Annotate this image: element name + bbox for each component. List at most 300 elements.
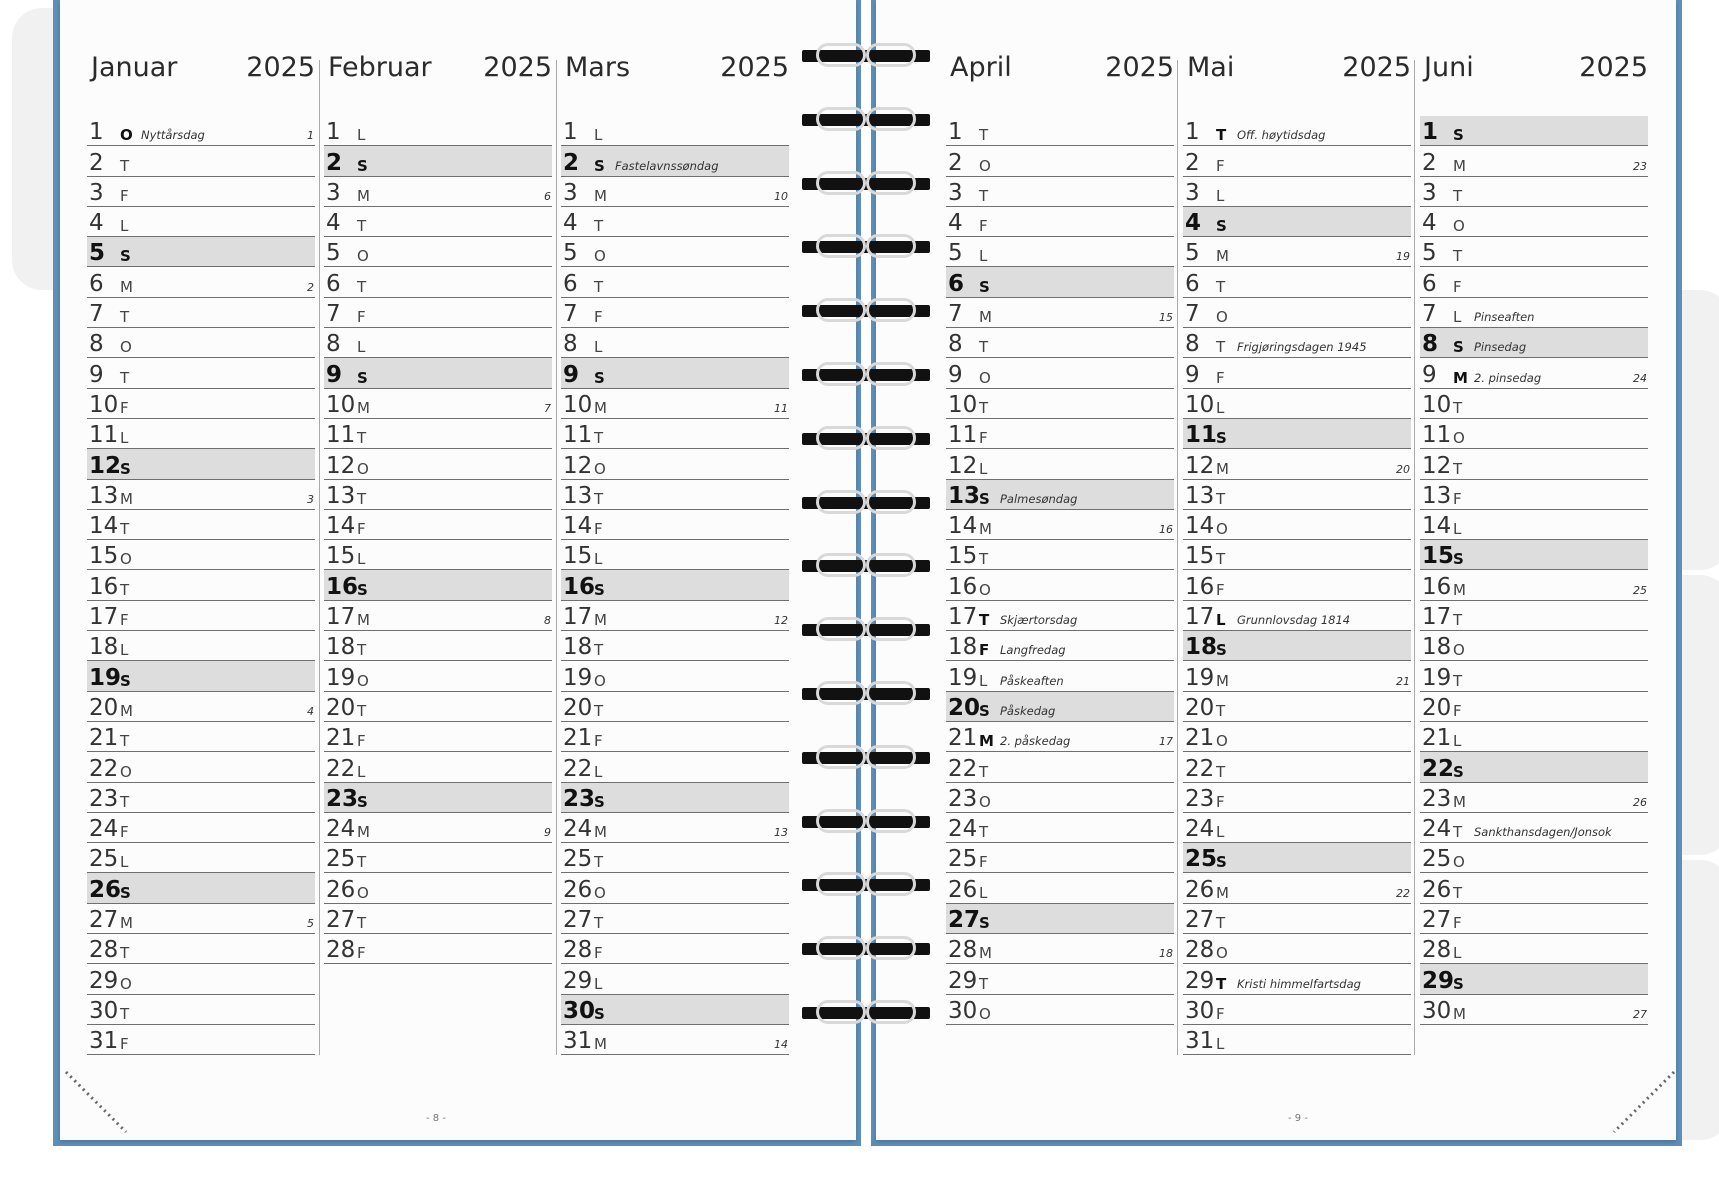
day-row[interactable] bbox=[1183, 601, 1411, 631]
day-number: 2 bbox=[948, 149, 963, 176]
day-number: 19 bbox=[563, 664, 593, 691]
day-number: 3 bbox=[563, 179, 578, 206]
day-row[interactable] bbox=[324, 601, 552, 631]
weekday-letter: T bbox=[1216, 762, 1226, 781]
day-number: 21 bbox=[563, 725, 593, 752]
weekday-letter: O bbox=[979, 368, 991, 387]
day-number: 2 bbox=[89, 149, 104, 176]
weekday-letter: L bbox=[120, 853, 129, 872]
day-row[interactable] bbox=[1420, 813, 1648, 843]
day-row[interactable] bbox=[87, 570, 315, 600]
binding-ring bbox=[802, 490, 930, 516]
day-row[interactable] bbox=[1420, 661, 1648, 691]
weekday-letter: T bbox=[357, 217, 367, 236]
day-row[interactable] bbox=[1183, 510, 1411, 540]
day-row[interactable] bbox=[324, 328, 552, 358]
day-row[interactable] bbox=[87, 116, 315, 146]
day-row[interactable] bbox=[1183, 237, 1411, 267]
day-row[interactable] bbox=[1420, 601, 1648, 631]
day-number: 14 bbox=[1185, 513, 1215, 540]
day-row[interactable] bbox=[946, 843, 1174, 873]
day-row[interactable] bbox=[946, 298, 1174, 328]
weekday-letter: O bbox=[357, 247, 369, 266]
day-row[interactable] bbox=[1420, 146, 1648, 176]
day-row[interactable] bbox=[1183, 177, 1411, 207]
weekday-letter: M bbox=[357, 398, 370, 417]
day-row[interactable] bbox=[87, 146, 315, 176]
day-row[interactable] bbox=[1183, 692, 1411, 722]
weekday-letter: F bbox=[594, 520, 603, 539]
day-number: 25 bbox=[89, 846, 119, 873]
binding-ring bbox=[802, 171, 930, 197]
day-row[interactable] bbox=[1183, 358, 1411, 388]
day-row[interactable] bbox=[324, 267, 552, 297]
day-row[interactable] bbox=[1420, 177, 1648, 207]
weekday-letter: F bbox=[594, 308, 603, 327]
weekday-letter: M bbox=[979, 520, 992, 539]
weekday-letter: T bbox=[120, 944, 130, 963]
day-row[interactable] bbox=[87, 843, 315, 873]
day-list bbox=[1183, 116, 1411, 1055]
day-row[interactable] bbox=[946, 146, 1174, 176]
day-row[interactable] bbox=[324, 783, 552, 813]
day-row[interactable] bbox=[1420, 389, 1648, 419]
weekday-letter: M bbox=[120, 914, 133, 933]
day-row[interactable] bbox=[561, 722, 789, 752]
week-number: 9 bbox=[544, 826, 551, 840]
day-row[interactable] bbox=[87, 510, 315, 540]
day-row[interactable] bbox=[561, 116, 789, 146]
day-row[interactable] bbox=[324, 813, 552, 843]
day-row[interactable] bbox=[946, 752, 1174, 782]
day-row[interactable] bbox=[324, 419, 552, 449]
day-number: 27 bbox=[1422, 907, 1452, 934]
day-row[interactable] bbox=[87, 813, 315, 843]
day-row[interactable] bbox=[1183, 449, 1411, 479]
day-number: 9 bbox=[563, 361, 580, 388]
day-row[interactable] bbox=[87, 934, 315, 964]
day-row[interactable] bbox=[1420, 298, 1648, 328]
day-row[interactable] bbox=[1420, 237, 1648, 267]
day-row[interactable] bbox=[561, 267, 789, 297]
day-row[interactable] bbox=[561, 843, 789, 873]
day-row[interactable] bbox=[1183, 904, 1411, 934]
day-row[interactable] bbox=[324, 177, 552, 207]
weekday-letter: T bbox=[979, 338, 989, 357]
day-number: 22 bbox=[563, 755, 593, 782]
day-row[interactable] bbox=[946, 692, 1174, 722]
day-row[interactable] bbox=[87, 964, 315, 994]
week-number: 23 bbox=[1633, 159, 1647, 173]
day-row[interactable] bbox=[1183, 661, 1411, 691]
day-row[interactable] bbox=[87, 752, 315, 782]
day-number: 16 bbox=[948, 573, 978, 600]
day-row[interactable] bbox=[561, 449, 789, 479]
day-number: 18 bbox=[1422, 634, 1452, 661]
day-row[interactable] bbox=[1420, 510, 1648, 540]
day-row[interactable] bbox=[561, 995, 789, 1025]
day-row[interactable] bbox=[946, 358, 1174, 388]
day-row[interactable] bbox=[87, 207, 315, 237]
day-number: 14 bbox=[948, 513, 978, 540]
day-row[interactable] bbox=[87, 661, 315, 691]
day-row[interactable] bbox=[946, 631, 1174, 661]
day-row[interactable] bbox=[561, 934, 789, 964]
day-row[interactable] bbox=[1420, 783, 1648, 813]
day-row[interactable] bbox=[324, 692, 552, 722]
day-row[interactable] bbox=[1183, 146, 1411, 176]
day-row[interactable] bbox=[946, 964, 1174, 994]
day-row[interactable] bbox=[561, 207, 789, 237]
day-row[interactable] bbox=[946, 449, 1174, 479]
weekday-letter: O bbox=[594, 671, 606, 690]
month-name: Mai bbox=[1187, 52, 1235, 83]
weekday-letter: S bbox=[357, 792, 368, 811]
binding-ring bbox=[802, 872, 930, 898]
day-list bbox=[1420, 116, 1648, 1025]
week-number: 1 bbox=[307, 129, 314, 143]
day-row[interactable] bbox=[1420, 480, 1648, 510]
day-row[interactable] bbox=[324, 449, 552, 479]
day-row[interactable] bbox=[946, 873, 1174, 903]
day-number: 27 bbox=[948, 907, 981, 934]
day-list bbox=[561, 116, 789, 1055]
weekday-letter: T bbox=[120, 580, 130, 599]
weekday-letter: F bbox=[357, 732, 366, 751]
day-row[interactable] bbox=[324, 570, 552, 600]
day-row[interactable] bbox=[1420, 843, 1648, 873]
binding-ring bbox=[802, 936, 930, 962]
day-row[interactable] bbox=[1183, 934, 1411, 964]
day-row[interactable] bbox=[87, 480, 315, 510]
weekday-letter: L bbox=[1216, 398, 1225, 417]
day-row[interactable] bbox=[946, 995, 1174, 1025]
day-row[interactable] bbox=[946, 783, 1174, 813]
day-number: 20 bbox=[1185, 694, 1215, 721]
month-column bbox=[324, 0, 552, 1060]
weekday-letter: S bbox=[1216, 217, 1227, 236]
day-row[interactable] bbox=[946, 601, 1174, 631]
day-number: 26 bbox=[326, 876, 356, 903]
day-row[interactable] bbox=[87, 267, 315, 297]
holiday-label: Off. høytidsdag bbox=[1237, 128, 1326, 143]
day-row[interactable] bbox=[1420, 752, 1648, 782]
day-row[interactable] bbox=[1420, 358, 1648, 388]
day-row[interactable] bbox=[324, 752, 552, 782]
day-row[interactable] bbox=[1420, 116, 1648, 146]
day-row[interactable] bbox=[1183, 207, 1411, 237]
month-header bbox=[946, 52, 1174, 92]
day-row[interactable] bbox=[87, 692, 315, 722]
day-number: 14 bbox=[89, 513, 119, 540]
day-row[interactable] bbox=[561, 601, 789, 631]
day-row[interactable] bbox=[87, 358, 315, 388]
day-number: 20 bbox=[948, 694, 981, 721]
day-row[interactable] bbox=[946, 661, 1174, 691]
day-number: 8 bbox=[563, 331, 578, 358]
day-row[interactable] bbox=[324, 298, 552, 328]
day-row[interactable] bbox=[946, 570, 1174, 600]
day-row[interactable] bbox=[87, 631, 315, 661]
day-row[interactable] bbox=[946, 116, 1174, 146]
weekday-letter: M bbox=[357, 186, 370, 205]
day-row[interactable] bbox=[1183, 964, 1411, 994]
weekday-letter: S bbox=[1453, 126, 1464, 145]
day-row[interactable] bbox=[946, 389, 1174, 419]
day-row[interactable] bbox=[324, 843, 552, 873]
day-number: 21 bbox=[1422, 725, 1452, 752]
day-number: 10 bbox=[1422, 391, 1452, 418]
day-row[interactable] bbox=[1183, 267, 1411, 297]
weekday-letter: S bbox=[979, 489, 990, 508]
day-row[interactable] bbox=[561, 752, 789, 782]
day-row[interactable] bbox=[1420, 722, 1648, 752]
weekday-letter: T bbox=[1453, 247, 1463, 266]
day-row[interactable] bbox=[87, 601, 315, 631]
day-row[interactable] bbox=[1183, 298, 1411, 328]
week-number: 22 bbox=[1396, 886, 1410, 900]
weekday-letter: T bbox=[979, 186, 989, 205]
day-number: 24 bbox=[89, 816, 119, 843]
day-number: 6 bbox=[89, 270, 104, 297]
day-number: 28 bbox=[1185, 937, 1215, 964]
day-row[interactable] bbox=[324, 207, 552, 237]
day-row[interactable] bbox=[561, 328, 789, 358]
day-row[interactable] bbox=[324, 389, 552, 419]
day-row[interactable] bbox=[1183, 631, 1411, 661]
day-row[interactable] bbox=[561, 1025, 789, 1055]
day-number: 9 bbox=[326, 361, 343, 388]
day-number: 5 bbox=[563, 240, 578, 267]
day-number: 16 bbox=[563, 573, 596, 600]
weekday-letter: T bbox=[120, 368, 130, 387]
day-row[interactable] bbox=[946, 722, 1174, 752]
day-row[interactable] bbox=[1183, 328, 1411, 358]
day-row[interactable] bbox=[1183, 419, 1411, 449]
day-row[interactable] bbox=[1183, 873, 1411, 903]
weekday-letter: O bbox=[1216, 732, 1228, 751]
day-row[interactable] bbox=[324, 116, 552, 146]
day-row[interactable] bbox=[87, 904, 315, 934]
day-row[interactable] bbox=[946, 904, 1174, 934]
day-row[interactable] bbox=[1420, 267, 1648, 297]
day-row[interactable] bbox=[1420, 995, 1648, 1025]
day-row[interactable] bbox=[1420, 934, 1648, 964]
day-row[interactable] bbox=[87, 995, 315, 1025]
day-row[interactable] bbox=[946, 510, 1174, 540]
day-number: 22 bbox=[948, 755, 978, 782]
day-number: 19 bbox=[326, 664, 356, 691]
day-row[interactable] bbox=[1420, 631, 1648, 661]
day-number: 1 bbox=[326, 119, 341, 146]
day-row[interactable] bbox=[946, 540, 1174, 570]
weekday-letter: T bbox=[979, 974, 989, 993]
day-number: 18 bbox=[1185, 634, 1218, 661]
holiday-label: Langfredag bbox=[1000, 643, 1066, 658]
day-row[interactable] bbox=[1420, 540, 1648, 570]
day-row[interactable] bbox=[561, 298, 789, 328]
weekday-letter: T bbox=[120, 308, 130, 327]
day-row[interactable] bbox=[946, 237, 1174, 267]
day-row[interactable] bbox=[561, 237, 789, 267]
day-row[interactable] bbox=[1183, 722, 1411, 752]
weekday-letter: T bbox=[357, 914, 367, 933]
day-number: 1 bbox=[948, 119, 963, 146]
day-row[interactable] bbox=[87, 449, 315, 479]
weekday-letter: O bbox=[357, 459, 369, 478]
day-row[interactable] bbox=[946, 813, 1174, 843]
day-row[interactable] bbox=[561, 783, 789, 813]
week-number: 18 bbox=[1159, 947, 1173, 961]
binding-ring bbox=[802, 107, 930, 133]
day-number: 15 bbox=[1422, 543, 1455, 570]
day-row[interactable] bbox=[1183, 843, 1411, 873]
day-row[interactable] bbox=[1183, 540, 1411, 570]
day-row[interactable] bbox=[561, 177, 789, 207]
day-number: 1 bbox=[1185, 119, 1200, 146]
day-row[interactable] bbox=[561, 661, 789, 691]
day-number: 5 bbox=[1185, 240, 1200, 267]
day-row[interactable] bbox=[561, 419, 789, 449]
day-row[interactable] bbox=[561, 873, 789, 903]
day-row[interactable] bbox=[87, 722, 315, 752]
day-row[interactable] bbox=[1420, 449, 1648, 479]
day-row[interactable] bbox=[1420, 419, 1648, 449]
day-number: 28 bbox=[1422, 937, 1452, 964]
weekday-letter: S bbox=[1453, 338, 1464, 357]
month-name: April bbox=[950, 52, 1012, 83]
day-row[interactable] bbox=[946, 934, 1174, 964]
day-row[interactable] bbox=[946, 177, 1174, 207]
day-number: 9 bbox=[948, 361, 963, 388]
day-row[interactable] bbox=[1183, 783, 1411, 813]
day-number: 8 bbox=[1185, 331, 1200, 358]
day-number: 11 bbox=[948, 422, 978, 449]
day-row[interactable] bbox=[324, 722, 552, 752]
weekday-letter: T bbox=[1453, 883, 1463, 902]
day-row[interactable] bbox=[561, 389, 789, 419]
weekday-letter: O bbox=[594, 247, 606, 266]
week-number: 14 bbox=[774, 1038, 788, 1052]
day-row[interactable] bbox=[324, 146, 552, 176]
day-row[interactable] bbox=[87, 177, 315, 207]
day-number: 1 bbox=[563, 119, 578, 146]
day-row[interactable] bbox=[324, 661, 552, 691]
day-row[interactable] bbox=[561, 904, 789, 934]
day-row[interactable] bbox=[1183, 570, 1411, 600]
day-number: 7 bbox=[89, 301, 104, 328]
week-number: 13 bbox=[774, 826, 788, 840]
day-row[interactable] bbox=[561, 540, 789, 570]
day-row[interactable] bbox=[324, 631, 552, 661]
binding-ring bbox=[802, 1000, 930, 1026]
day-row[interactable] bbox=[946, 328, 1174, 358]
day-number: 24 bbox=[1185, 816, 1215, 843]
day-row[interactable] bbox=[561, 631, 789, 661]
day-row[interactable] bbox=[946, 419, 1174, 449]
day-row[interactable] bbox=[1420, 964, 1648, 994]
day-row[interactable] bbox=[1420, 904, 1648, 934]
day-number: 3 bbox=[89, 179, 104, 206]
day-row[interactable] bbox=[1420, 328, 1648, 358]
day-row[interactable] bbox=[87, 298, 315, 328]
day-row[interactable] bbox=[1183, 116, 1411, 146]
day-row[interactable] bbox=[561, 692, 789, 722]
day-row[interactable] bbox=[1420, 873, 1648, 903]
month-header bbox=[1420, 52, 1648, 92]
day-row[interactable] bbox=[324, 934, 552, 964]
day-row[interactable] bbox=[324, 358, 552, 388]
weekday-letter: O bbox=[979, 792, 991, 811]
day-row[interactable] bbox=[946, 207, 1174, 237]
day-row[interactable] bbox=[87, 540, 315, 570]
day-row[interactable] bbox=[561, 146, 789, 176]
day-row[interactable] bbox=[561, 510, 789, 540]
day-row[interactable] bbox=[1420, 570, 1648, 600]
day-row[interactable] bbox=[946, 480, 1174, 510]
day-row[interactable] bbox=[561, 813, 789, 843]
day-row[interactable] bbox=[87, 873, 315, 903]
month-column bbox=[87, 0, 315, 1060]
day-row[interactable] bbox=[1183, 480, 1411, 510]
weekday-letter: L bbox=[357, 126, 366, 145]
day-number: 22 bbox=[89, 755, 119, 782]
day-row[interactable] bbox=[1183, 389, 1411, 419]
week-number: 3 bbox=[307, 492, 314, 506]
day-row[interactable] bbox=[87, 389, 315, 419]
day-row[interactable] bbox=[87, 783, 315, 813]
day-row[interactable] bbox=[87, 1025, 315, 1055]
day-row[interactable] bbox=[561, 570, 789, 600]
day-number: 2 bbox=[326, 149, 343, 176]
day-row[interactable] bbox=[1420, 692, 1648, 722]
weekday-letter: L bbox=[594, 338, 603, 357]
day-row[interactable] bbox=[1183, 752, 1411, 782]
day-row[interactable] bbox=[324, 873, 552, 903]
day-row[interactable] bbox=[946, 267, 1174, 297]
day-number: 26 bbox=[1185, 876, 1215, 903]
day-number: 3 bbox=[1422, 179, 1437, 206]
day-row[interactable] bbox=[324, 904, 552, 934]
day-row[interactable] bbox=[324, 510, 552, 540]
day-row[interactable] bbox=[87, 237, 315, 267]
day-row[interactable] bbox=[1420, 207, 1648, 237]
day-list bbox=[946, 116, 1174, 1025]
day-row[interactable] bbox=[324, 540, 552, 570]
weekday-letter: T bbox=[1216, 974, 1227, 993]
day-number: 11 bbox=[326, 422, 356, 449]
day-row[interactable] bbox=[87, 419, 315, 449]
month-header bbox=[324, 52, 552, 92]
day-row[interactable] bbox=[561, 964, 789, 994]
day-row[interactable] bbox=[324, 237, 552, 267]
day-row[interactable] bbox=[1183, 995, 1411, 1025]
day-row[interactable] bbox=[1183, 813, 1411, 843]
weekday-letter: S bbox=[1216, 853, 1227, 872]
day-number: 4 bbox=[1422, 210, 1437, 237]
day-row[interactable] bbox=[87, 328, 315, 358]
weekday-letter: M bbox=[594, 823, 607, 842]
day-row[interactable] bbox=[324, 480, 552, 510]
day-number: 24 bbox=[948, 816, 978, 843]
day-row[interactable] bbox=[561, 480, 789, 510]
month-header bbox=[87, 52, 315, 92]
weekday-letter: T bbox=[594, 701, 604, 720]
month-year: 2025 bbox=[1342, 52, 1411, 83]
day-row[interactable] bbox=[561, 358, 789, 388]
day-row[interactable] bbox=[1183, 1025, 1411, 1055]
weekday-letter: F bbox=[357, 520, 366, 539]
